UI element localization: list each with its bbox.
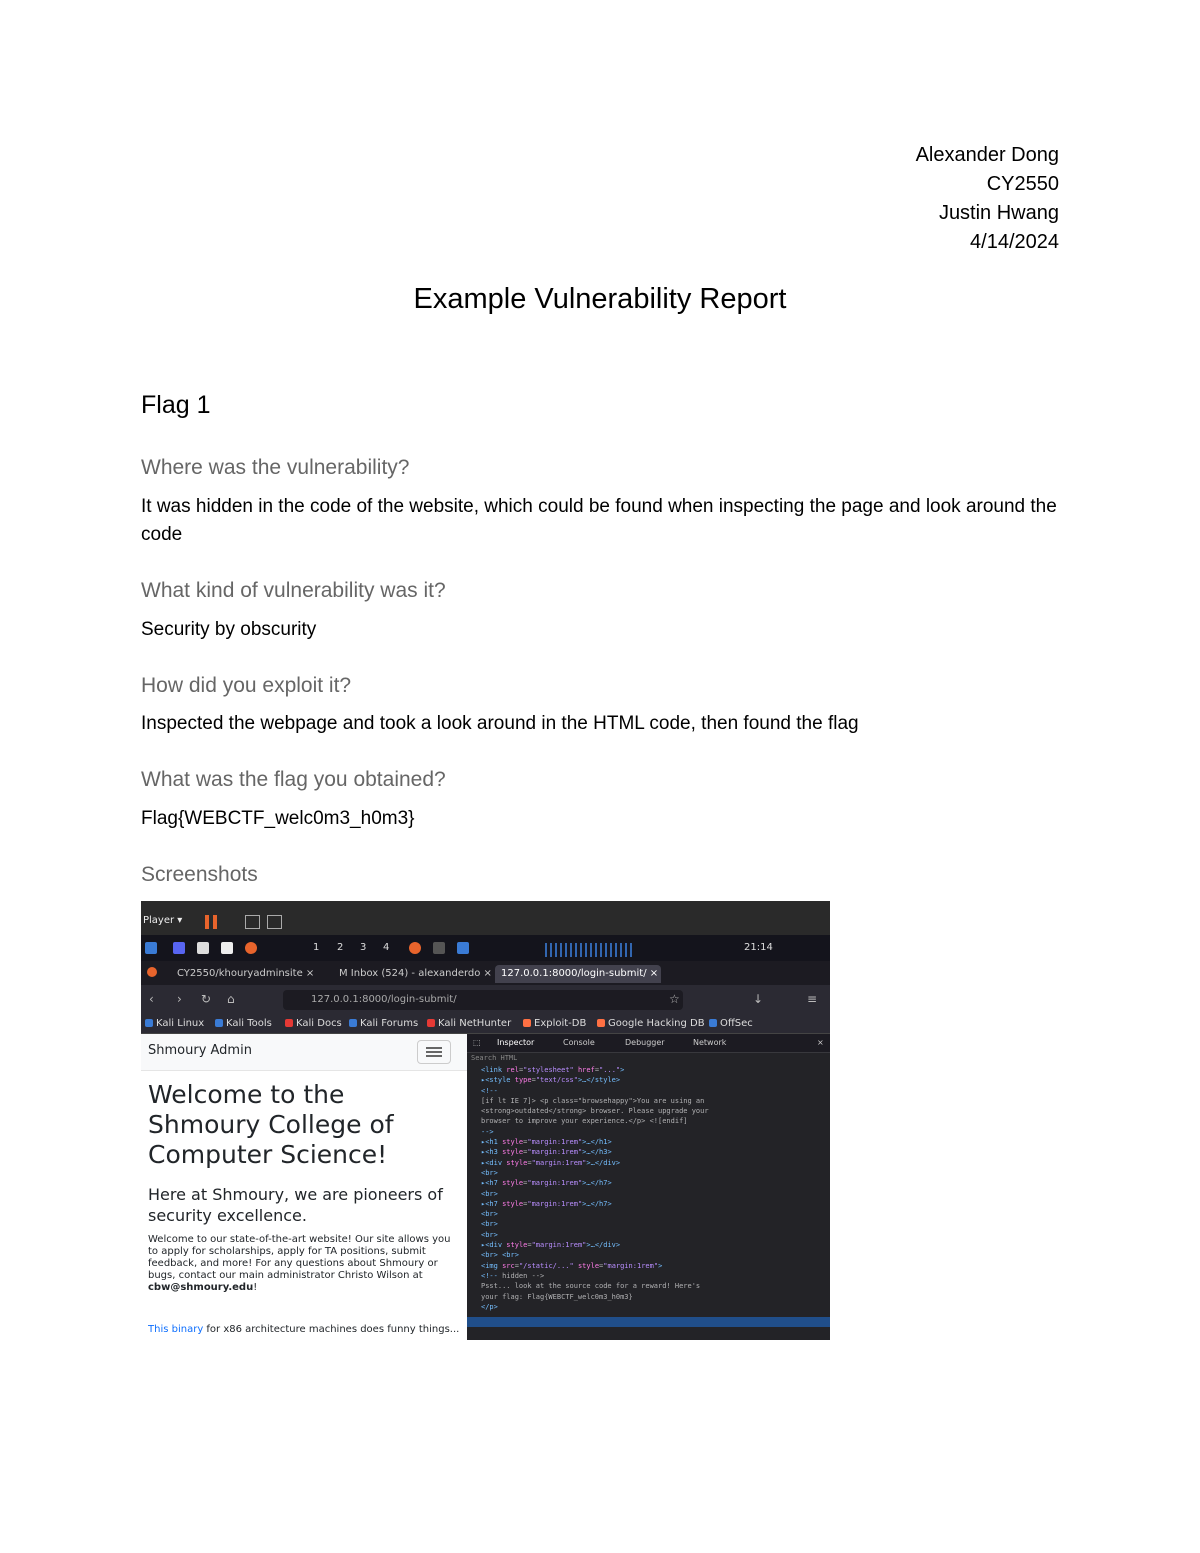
bookmark-star-icon[interactable]: ☆	[669, 992, 680, 1006]
devtools-tabs	[467, 1034, 830, 1053]
bookmark-item[interactable]: Kali Docs	[285, 1018, 342, 1029]
cpu-graph	[545, 943, 635, 957]
site-heading: Welcome to the Shmoury College of Computer Science!	[148, 1080, 394, 1169]
bookmark-item[interactable]: OffSec	[709, 1018, 753, 1029]
section-heading: Flag 1	[141, 391, 211, 419]
bookmark-item[interactable]: Kali NetHunter	[427, 1018, 511, 1029]
app-icon	[173, 942, 185, 954]
tab-github[interactable]: CY2550/khouryadminsite ×	[177, 968, 315, 979]
player-menu: Player ▾	[143, 915, 183, 926]
forward-icon[interactable]: ›	[177, 992, 182, 1006]
send-keys-icon	[245, 915, 260, 929]
bookmark-item[interactable]: Kali Forums	[349, 1018, 418, 1029]
site-navbar	[141, 1034, 467, 1071]
files-icon	[197, 942, 209, 954]
fullscreen-icon	[267, 915, 282, 929]
tab-debugger[interactable]: Debugger	[625, 1038, 665, 1047]
site-subheading: Here at Shmoury, we are pioneers of security excellence.	[148, 1185, 443, 1225]
task-icon	[457, 942, 469, 954]
question-location: Where was the vulnerability?	[141, 456, 410, 479]
selected-node-highlight	[467, 1317, 830, 1327]
kali-menu-icon	[145, 942, 157, 954]
tab-inspector[interactable]: Inspector	[497, 1038, 535, 1047]
bookmark-item[interactable]: Kali Tools	[215, 1018, 272, 1029]
site-brand[interactable]: Shmoury Admin	[148, 1043, 252, 1058]
workspace-4: 4	[383, 942, 390, 953]
pause-icon	[205, 915, 217, 929]
firefox-task-icon	[409, 942, 421, 954]
close-icon[interactable]: ×	[817, 1038, 824, 1047]
back-icon[interactable]: ‹	[149, 992, 154, 1006]
browser-tabs	[141, 961, 830, 985]
browser-navbar	[141, 985, 830, 1015]
bookmark-item[interactable]: Google Hacking DB	[597, 1018, 705, 1029]
menu-icon[interactable]: ≡	[807, 992, 818, 1006]
question-flag: What was the flag you obtained?	[141, 768, 446, 791]
shmoury-page	[141, 1034, 467, 1340]
devtools-panel	[467, 1034, 830, 1340]
document-title: Example Vulnerability Report	[413, 283, 787, 315]
report-date: 4/14/2024	[970, 231, 1059, 253]
url-bar[interactable]	[283, 990, 683, 1010]
answer-exploit: Inspected the webpage and took a look around in the HTML code, then found the flag	[141, 713, 859, 734]
question-exploit: How did you exploit it?	[141, 674, 352, 697]
admin-email: cbw@shmoury.edu	[148, 1282, 254, 1293]
answer-flag: Flag{WEBCTF_welc0m3_h0m3}	[141, 808, 415, 829]
tab-inbox[interactable]: M Inbox (524) - alexanderdo ×	[339, 968, 492, 979]
site-paragraph: Welcome to our state-of-the-art website! Our site allows you to apply for scholarships, apply for TA positions, submit feedback, and more! For any questions about Shmoury or bugs, contact our main administrator Christo Wilson at cbw@shmoury.edu!	[148, 1234, 451, 1293]
course-code: CY2550	[986, 173, 1059, 195]
embedded-screenshot	[141, 901, 830, 1340]
workspace-1: 1	[313, 942, 320, 953]
editor-icon	[221, 942, 233, 954]
desktop-taskbar	[141, 935, 830, 961]
pick-element-icon[interactable]: ⬚	[473, 1038, 481, 1047]
binary-paragraph: This binary for x86 architecture machines does funny things...	[148, 1324, 460, 1335]
bookmark-item[interactable]: Exploit-DB	[523, 1018, 586, 1029]
author-name: Alexander Dong	[915, 144, 1059, 166]
reload-icon[interactable]: ↻	[201, 992, 212, 1006]
clock: 21:14	[744, 942, 773, 953]
answer-type: Security by obscurity	[141, 619, 317, 640]
bookmarks-bar	[141, 1015, 830, 1034]
flag-source-line: your flag: Flag{WEBCTF_welc0m3_h0m3}	[481, 1292, 633, 1301]
workspace-3: 3	[360, 942, 367, 953]
question-type: What kind of vulnerability was it?	[141, 579, 446, 602]
screenshots-label: Screenshots	[141, 863, 258, 886]
firefox-icon	[245, 942, 257, 954]
terminal-icon	[433, 942, 445, 954]
tab-login-submit[interactable]: 127.0.0.1:8000/login-submit/ ×	[495, 965, 661, 983]
firefox-icon	[147, 967, 157, 977]
partner-name: Justin Hwang	[938, 202, 1059, 224]
html-tree: <link rel="stylesheet" href="..."> ▸<style type="text/css">…</style> <!-- [if lt IE 7]> <p class="browsehappy">You are using an <strong>outdated</strong> browser. Please upgrade your browser to improve your experience.</p> <![endif] --> ▸<h1 style="margin:1rem">…</h1> ▸<h3 style="margin:1rem">…</h3> ▸<div style="margin:1rem">…</div> <br> ▸<h7 style="margin:1rem">…</h7> <br> ▸<h7 style="margin:1rem">…</h7> <br> <br> <br> ▸<div style="margin:1rem">…</div> <br> <br> <img src="/static/..." style="margin:1rem"> <!-- hidden --> Psst... look at the source code for a reward! Here's your flag: Flag{WEBCTF_welc0m3_h0m3} </p>	[481, 1066, 826, 1313]
header-block	[916, 141, 1059, 257]
binary-link[interactable]: This binary	[148, 1324, 204, 1335]
html-search[interactable]: Search HTML	[471, 1054, 518, 1062]
url-text: 127.0.0.1:8000/login-submit/	[311, 994, 457, 1005]
tab-network[interactable]: Network	[693, 1038, 727, 1047]
vm-player-bar	[141, 901, 830, 935]
download-icon[interactable]: ↓	[753, 992, 764, 1006]
home-icon[interactable]: ⌂	[227, 992, 235, 1006]
tab-console[interactable]: Console	[563, 1038, 595, 1047]
hamburger-menu-icon[interactable]	[417, 1040, 451, 1064]
bookmark-item[interactable]: Kali Linux	[145, 1018, 204, 1029]
workspace-2: 2	[337, 942, 344, 953]
answer-location: It was hidden in the code of the website, which could be found when inspecting the page and look around the code	[141, 496, 1057, 545]
